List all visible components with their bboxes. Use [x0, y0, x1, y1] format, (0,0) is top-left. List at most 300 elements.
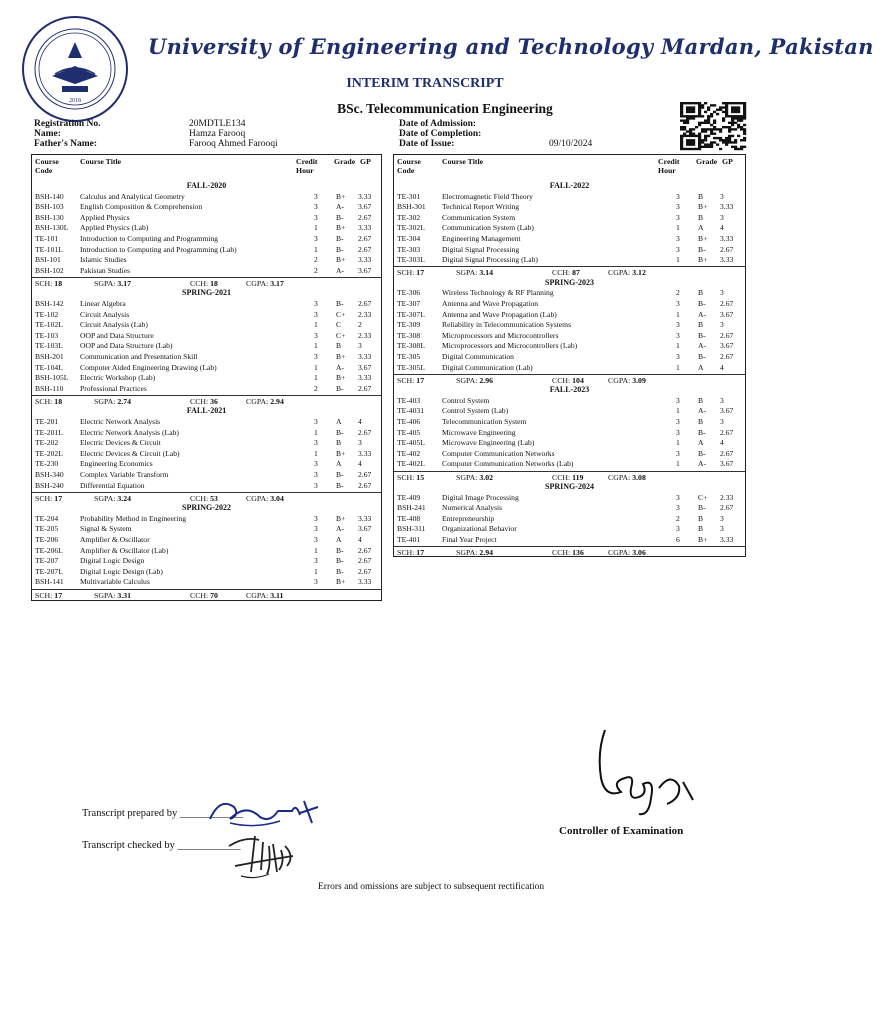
semester-heading: FALL-2020 — [186, 181, 227, 190]
course-title: OOP and Data Structure (Lab) — [80, 341, 173, 351]
course-title: Professional Practices — [80, 383, 147, 393]
course-title: Control System (Lab) — [442, 406, 509, 416]
credit-hour: 1 — [314, 373, 318, 383]
name-value: Hamza Farooq — [189, 129, 246, 139]
grade: B+ — [698, 202, 708, 212]
grade-point: 2.67 — [358, 480, 372, 490]
father-name-value: Farooq Ahmed Farooqi — [189, 139, 278, 149]
credit-hour: 3 — [676, 299, 680, 308]
course-title: Entrepreneurship — [442, 513, 495, 523]
grade: B- — [336, 545, 344, 555]
credit-hour: 3 — [314, 577, 318, 587]
grade: B+ — [336, 191, 346, 201]
course-title: Signal & System — [80, 524, 132, 534]
credit-hour: 3 — [676, 427, 680, 437]
credit-hour: 1 — [314, 427, 318, 437]
course-title: Reliability in Telecommunication Systems — [442, 320, 572, 330]
course-title: Amplifier & Oscillator (Lab) — [80, 545, 169, 555]
controller-label: Controller of Examination — [559, 825, 684, 837]
credit-hour: 3 — [676, 395, 680, 405]
grade-point: 2.67 — [720, 352, 734, 361]
grade-point: 3.67 — [358, 202, 372, 212]
grade-point: 3.67 — [720, 341, 734, 351]
course-title: Linear Algebra — [80, 299, 126, 308]
course-code: BSH-240 — [35, 480, 64, 490]
course-code: TE-303 — [397, 244, 421, 254]
registration-value: 20MDTLE134 — [189, 119, 246, 129]
credit-hour: 3 — [314, 309, 318, 319]
course-title: Computer Communication Networks — [442, 448, 555, 458]
course-title: Telecommunication System — [442, 417, 527, 426]
course-code: BSH-311 — [397, 524, 426, 534]
course-code: TE-202L — [35, 448, 63, 458]
grade-point: 2.67 — [358, 470, 372, 479]
header-grade: Grade — [334, 157, 356, 166]
grade-point: 4 — [358, 459, 362, 469]
grade-point: 3.67 — [720, 406, 734, 416]
registration-label: Registration No. — [34, 119, 101, 129]
credit-hour: 1 — [314, 566, 318, 576]
table-row — [394, 428, 745, 439]
summary-sgpa: SGPA: 3.02 — [456, 472, 493, 482]
qr-code-icon — [680, 102, 746, 150]
course-title: Wireless Technology & RF Planning — [442, 288, 554, 298]
grade: B+ — [336, 223, 346, 233]
credit-hour: 1 — [676, 341, 680, 351]
table-row — [32, 481, 381, 492]
prepared-by-label: Transcript prepared by ____________ — [82, 808, 243, 819]
grade-point: 2.67 — [720, 427, 734, 437]
grade-point: 3 — [720, 524, 724, 534]
grade-point: 3.67 — [358, 524, 372, 534]
summary-cgpa: CGPA: 2.94 — [246, 396, 284, 406]
table-row — [394, 406, 745, 417]
grade: B+ — [336, 448, 346, 458]
course-code: BSI-101 — [35, 255, 61, 265]
grade-point: 2.67 — [358, 234, 372, 243]
grade: C+ — [336, 330, 346, 340]
course-title: Islamic Studies — [80, 255, 127, 265]
grade: A- — [336, 362, 345, 372]
semester-heading: FALL-2022 — [549, 181, 590, 190]
course-code: TE-206L — [35, 545, 63, 555]
program-name: BSc. Telecommunication Engineering — [337, 101, 553, 116]
grade: A- — [698, 406, 707, 416]
course-code: TE-4031 — [397, 406, 424, 416]
credit-hour: 3 — [314, 191, 318, 201]
credit-hour: 3 — [676, 244, 680, 254]
course-title: Complex Variable Transform — [80, 470, 169, 479]
table-row — [32, 384, 381, 395]
course-title: Introduction to Computing and Programming (Lab) — [80, 244, 237, 254]
table-row — [394, 192, 745, 203]
grade: A — [336, 459, 342, 469]
course-code: TE-403 — [397, 395, 421, 405]
table-row — [32, 428, 381, 439]
transcript-table-right — [393, 154, 746, 557]
course-code: TE-102L — [35, 320, 63, 330]
grade: A- — [698, 459, 707, 469]
course-title: Organizational Behavior — [442, 524, 517, 534]
course-code: TE-405 — [397, 427, 421, 437]
grade-point: 3 — [720, 288, 724, 298]
course-code: TE-306 — [397, 288, 421, 298]
summary-cch: CCH: 36 — [190, 396, 218, 406]
course-title: Technical Report Writing — [442, 202, 520, 212]
credit-hour: 1 — [676, 223, 680, 233]
summary-sgpa: SGPA: 2.96 — [456, 375, 493, 385]
header-credit: Credit Hour — [658, 157, 680, 175]
table-row — [394, 320, 745, 331]
grade-point: 2.67 — [720, 299, 734, 308]
summary-sch: SCH: 18 — [35, 396, 63, 406]
course-code: TE-308 — [397, 330, 421, 340]
course-code: BSH-142 — [35, 299, 64, 308]
table-header — [32, 157, 381, 179]
grade-point: 3.33 — [720, 202, 734, 212]
grade: B — [698, 288, 704, 298]
grade-point: 3 — [358, 341, 362, 351]
table-row — [32, 192, 381, 203]
grade-point: 3 — [720, 191, 724, 201]
grade-point: 4 — [358, 417, 362, 426]
table-row — [32, 245, 381, 256]
grade: B- — [698, 244, 706, 254]
course-title: Microprocessors and Microcontrollers — [442, 330, 559, 340]
semester-summary — [394, 471, 745, 483]
grade-point: 3.33 — [358, 448, 372, 458]
table-row — [32, 524, 381, 535]
course-code: TE-103 — [35, 330, 59, 340]
table-row — [32, 341, 381, 352]
credit-hour: 1 — [314, 223, 318, 233]
grade: A- — [336, 202, 345, 212]
header-gp: GP — [360, 157, 371, 166]
credit-hour: 1 — [314, 244, 318, 254]
grade-point: 2.33 — [358, 330, 372, 340]
credit-hour: 1 — [676, 438, 680, 448]
course-code: TE-201L — [35, 427, 63, 437]
semester-heading: SPRING-2023 — [545, 277, 594, 287]
summary-sch: SCH: 18 — [35, 278, 63, 288]
summary-cch: CCH: 53 — [190, 493, 218, 503]
course-title: Communication System — [442, 212, 516, 222]
grade-point: 2.67 — [358, 566, 372, 576]
grade: A — [336, 417, 342, 426]
credit-hour: 3 — [676, 212, 680, 222]
course-title: Digital Logic Design (Lab) — [80, 566, 163, 576]
table-row — [394, 288, 745, 299]
summary-cch: CCH: 18 — [190, 278, 218, 288]
table-row — [32, 514, 381, 525]
grade-point: 2 — [358, 320, 362, 330]
grade-point: 2.67 — [720, 330, 734, 340]
semester-summary — [32, 277, 381, 289]
course-title: OOP and Data Structure — [80, 330, 154, 340]
grade-point: 4 — [720, 362, 724, 372]
course-code: TE-402L — [397, 459, 425, 469]
table-row — [32, 459, 381, 470]
course-title: Multivariable Calculus — [80, 577, 150, 587]
summary-cgpa: CGPA: 3.09 — [608, 375, 646, 385]
summary-cch: CCH: 136 — [552, 548, 584, 558]
course-title: Engineering Economics — [80, 459, 153, 469]
grade-point: 2.67 — [720, 244, 734, 254]
grade: B- — [336, 480, 344, 490]
summary-sch: SCH: 17 — [35, 590, 63, 600]
summary-cgpa: CGPA: 3.04 — [246, 493, 284, 503]
grade: C — [336, 320, 342, 330]
course-title: Amplifier & Oscillator — [80, 535, 150, 544]
credit-hour: 3 — [676, 234, 680, 243]
grade-point: 3 — [720, 320, 724, 330]
semester-summary — [32, 492, 381, 504]
grade: B — [336, 341, 342, 351]
grade: B — [698, 320, 704, 330]
grade: A — [336, 535, 342, 544]
header-grade: Grade — [696, 157, 718, 166]
course-title: Final Year Project — [442, 535, 497, 544]
summary-sgpa: SGPA: 2.74 — [94, 396, 131, 406]
issue-date-value: 09/10/2024 — [549, 139, 593, 149]
course-code: TE-207 — [35, 556, 59, 566]
course-code: TE-309 — [397, 320, 421, 330]
course-title: Numerical Analysis — [442, 503, 503, 513]
course-title: Probability Method in Engineering — [80, 513, 187, 523]
table-row — [394, 310, 745, 321]
grade: B- — [336, 470, 344, 479]
semester-heading: SPRING-2021 — [182, 288, 231, 298]
summary-sch: SCH: 17 — [397, 375, 425, 385]
table-row — [394, 514, 745, 525]
table-row — [32, 299, 381, 310]
table-row — [32, 556, 381, 567]
grade: B- — [336, 212, 344, 222]
credit-hour: 2 — [314, 255, 318, 265]
course-code: TE-201 — [35, 417, 59, 426]
disclaimer: Errors and omissions are subject to subsequent rectification — [318, 882, 545, 892]
summary-sgpa: SGPA: 3.31 — [94, 590, 131, 600]
summary-cgpa: CGPA: 3.08 — [608, 472, 646, 482]
course-code: TE-304 — [397, 234, 421, 243]
course-code: TE-202 — [35, 438, 59, 448]
summary-sch: SCH: 17 — [35, 493, 63, 503]
grade-point: 3.33 — [720, 535, 734, 544]
credit-hour: 1 — [314, 545, 318, 555]
course-code: TE-101L — [35, 244, 63, 254]
semester-summary — [394, 266, 745, 278]
course-code: BSH-301 — [397, 202, 426, 212]
course-title: Applied Physics (Lab) — [80, 223, 149, 233]
credit-hour: 1 — [314, 362, 318, 372]
table-row — [394, 396, 745, 407]
grade-point: 2.67 — [358, 383, 372, 393]
table-row — [32, 417, 381, 428]
grade: B+ — [698, 234, 708, 243]
grade: B+ — [698, 255, 708, 265]
grade: B- — [698, 330, 706, 340]
credit-hour: 3 — [676, 330, 680, 340]
credit-hour: 1 — [314, 320, 318, 330]
course-code: TE-204 — [35, 513, 59, 523]
grade: B — [698, 524, 704, 534]
course-title: Circuit Analysis — [80, 309, 130, 319]
course-title: Microwave Engineering — [442, 427, 516, 437]
credit-hour: 3 — [314, 438, 318, 448]
table-row — [32, 320, 381, 331]
course-code: BSH-102 — [35, 265, 64, 275]
course-code: TE-305L — [397, 362, 425, 372]
course-code: TE-405L — [397, 438, 425, 448]
credit-hour: 3 — [314, 299, 318, 308]
grade-point: 3.33 — [358, 223, 372, 233]
grade: B+ — [336, 513, 346, 523]
credit-hour: 3 — [314, 417, 318, 426]
table-row — [32, 255, 381, 266]
semester-summary — [32, 589, 381, 601]
header-title: Course Title — [80, 157, 122, 166]
grade-point: 2.67 — [358, 212, 372, 222]
credit-hour: 3 — [314, 513, 318, 523]
grade: A- — [336, 524, 345, 534]
credit-hour: 1 — [676, 362, 680, 372]
table-row — [394, 341, 745, 352]
summary-cch: CCH: 87 — [552, 268, 580, 278]
grade-point: 2.67 — [358, 299, 372, 308]
credit-hour: 2 — [676, 288, 680, 298]
grade-point: 2.67 — [358, 556, 372, 566]
grade: B+ — [336, 577, 346, 587]
grade-point: 3.67 — [720, 309, 734, 319]
summary-sch: SCH: 15 — [397, 472, 425, 482]
credit-hour: 3 — [314, 470, 318, 479]
grade: B — [698, 513, 704, 523]
grade: B- — [698, 503, 706, 513]
grade: B- — [698, 427, 706, 437]
table-row — [32, 352, 381, 363]
course-code: TE-301 — [397, 191, 421, 201]
course-title: Circuit Analysis (Lab) — [80, 320, 148, 330]
grade-point: 3.67 — [358, 362, 372, 372]
checked-by-label: Transcript checked by ____________ — [82, 840, 241, 851]
grade-point: 3.67 — [358, 265, 372, 275]
grade-point: 4 — [720, 438, 724, 448]
course-title: Antenna and Wave Propagation — [442, 299, 539, 308]
grade: B- — [336, 427, 344, 437]
admission-date-label: Date of Admission: — [399, 119, 477, 129]
course-title: Microprocessors and Microcontrollers (Lab) — [442, 341, 578, 351]
credit-hour: 3 — [314, 352, 318, 361]
table-row — [394, 331, 745, 342]
course-code: BSH-103 — [35, 202, 64, 212]
table-header — [394, 157, 745, 179]
summary-cch: CCH: 119 — [552, 472, 584, 482]
course-code: BSH-140 — [35, 191, 64, 201]
table-row — [394, 417, 745, 428]
course-title: Digital Signal Processing — [442, 244, 520, 254]
course-code: TE-103L — [35, 341, 63, 351]
credit-hour: 1 — [314, 448, 318, 458]
course-code: TE-409 — [397, 492, 421, 502]
credit-hour: 1 — [676, 459, 680, 469]
grade: B- — [336, 383, 344, 393]
grade: B — [336, 438, 342, 448]
credit-hour: 2 — [314, 383, 318, 393]
course-code: TE-207L — [35, 566, 63, 576]
credit-hour: 3 — [314, 212, 318, 222]
credit-hour: 1 — [676, 255, 680, 265]
credit-hour: 3 — [676, 191, 680, 201]
completion-date-label: Date of Completion: — [399, 129, 482, 139]
credit-hour: 1 — [676, 406, 680, 416]
credit-hour: 3 — [314, 459, 318, 469]
credit-hour: 3 — [314, 556, 318, 566]
table-row — [32, 213, 381, 224]
course-title: Electromagnetic Field Theory — [442, 191, 533, 201]
course-code: TE-402 — [397, 448, 421, 458]
credit-hour: 1 — [314, 341, 318, 351]
table-row — [32, 449, 381, 460]
course-code: BSH-340 — [35, 470, 64, 479]
semester-heading: FALL-2023 — [549, 385, 590, 395]
course-code: TE-205 — [35, 524, 59, 534]
grade-point: 3.33 — [358, 577, 372, 587]
grade: B — [698, 395, 704, 405]
semester-heading: SPRING-2024 — [545, 482, 594, 491]
grade-point: 2.33 — [720, 492, 734, 502]
issue-date-label: Date of Issue: — [399, 139, 455, 149]
course-title: Computer Aided Engineering Drawing (Lab) — [80, 362, 217, 372]
grade-point: 3.33 — [358, 352, 372, 361]
grade: B+ — [698, 535, 708, 544]
table-row — [32, 438, 381, 449]
grade-point: 3 — [720, 513, 724, 523]
grade-point: 2.67 — [358, 244, 372, 254]
table-row — [394, 255, 745, 266]
course-title: Electric Devices & Circuit (Lab) — [80, 448, 180, 458]
header-code: Course Code — [397, 157, 421, 175]
grade: A- — [336, 265, 345, 275]
grade-point: 3.33 — [720, 255, 734, 265]
course-code: TE-104L — [35, 362, 63, 372]
course-code: TE-408 — [397, 513, 421, 523]
course-title: Digital Image Processing — [442, 492, 519, 502]
grade-point: 2.67 — [720, 503, 734, 513]
grade: B- — [336, 234, 344, 243]
course-title: Computer Communication Networks (Lab) — [442, 459, 574, 469]
credit-hour: 3 — [314, 524, 318, 534]
summary-cch: CCH: 104 — [552, 375, 584, 385]
header-credit: Credit Hour — [296, 157, 318, 175]
credit-hour: 3 — [676, 503, 680, 513]
svg-text:2018: 2018 — [69, 98, 81, 104]
summary-sgpa: SGPA: 3.24 — [94, 493, 131, 503]
table-row — [32, 567, 381, 578]
summary-cgpa: CGPA: 3.17 — [246, 278, 284, 288]
semester-summary — [394, 546, 745, 558]
grade: A — [698, 362, 704, 372]
transcript-table-left — [31, 154, 382, 601]
table-row — [32, 202, 381, 213]
table-row — [32, 577, 381, 588]
semester-summary — [394, 374, 745, 386]
summary-cgpa: CGPA: 3.12 — [608, 268, 646, 278]
course-title: Digital Logic Design — [80, 556, 145, 566]
course-title: Microwave Engineering (Lab) — [442, 438, 535, 448]
table-row — [394, 299, 745, 310]
table-row — [32, 266, 381, 277]
credit-hour: 6 — [676, 535, 680, 544]
